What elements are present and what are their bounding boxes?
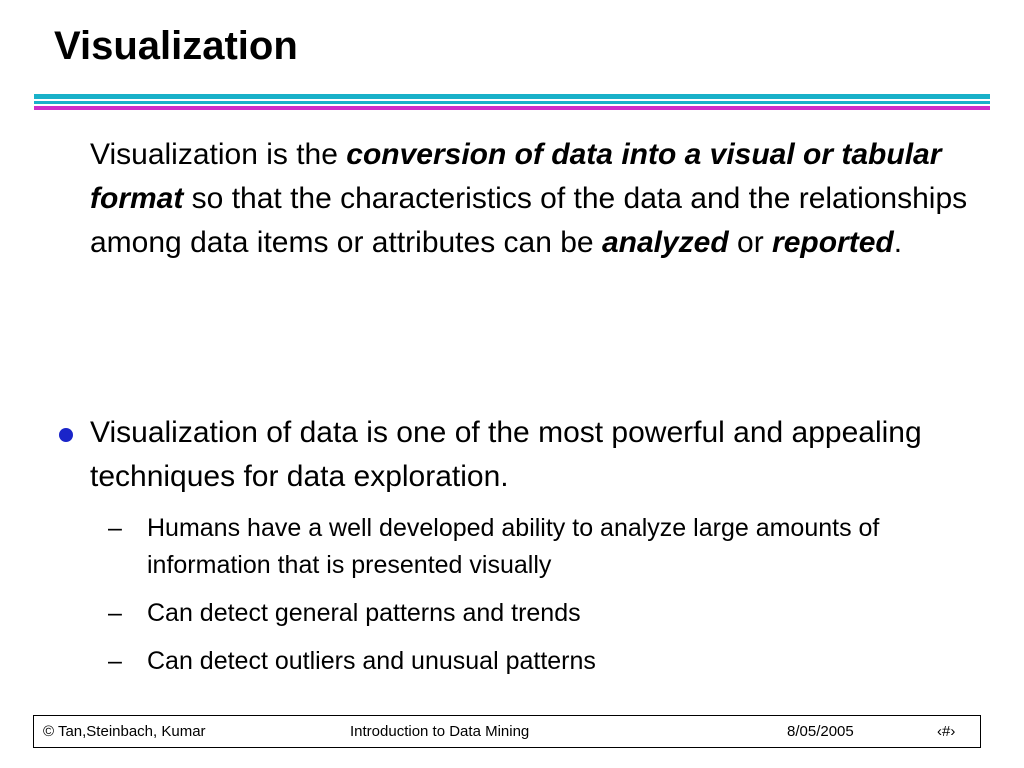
- title-rule-magenta: [34, 106, 990, 110]
- intro-paragraph: [90, 133, 990, 265]
- footer-course-title: Introduction to Data Mining: [350, 723, 530, 740]
- footer-copyright: © Tan,Steinbach, Kumar: [43, 723, 206, 740]
- dash-icon: –: [108, 647, 122, 675]
- title-rule-cyan-top: [34, 94, 990, 99]
- intro-text-2: so that the characteristics of the data and the relationships among data items or attributes can be: [90, 182, 968, 259]
- slide-footer: [33, 715, 981, 748]
- dash-icon: –: [108, 514, 122, 542]
- bullet-dot-icon: [59, 428, 73, 442]
- footer-page-number: ‹#›: [937, 723, 956, 740]
- footer-date: 8/05/2005: [787, 723, 854, 740]
- intro-emphasis-reported: reported: [772, 226, 894, 259]
- sub-bullet-text: Humans have a well developed ability to analyze large amounts of information that is presented visually: [147, 514, 880, 579]
- title-rule-cyan-bottom: [34, 101, 990, 104]
- dash-icon: –: [108, 599, 122, 627]
- intro-emphasis-conversion: conversion of data into a visual or tabular format: [90, 138, 942, 215]
- intro-emphasis-analyzed: analyzed: [601, 226, 729, 259]
- slide-title: Visualization: [54, 24, 298, 68]
- main-bullet: Visualization of data is one of the most powerful and appealing techniques for data exploration.: [90, 416, 922, 493]
- intro-text-3: or: [728, 226, 773, 259]
- intro-text-1: Visualization is the: [90, 138, 347, 171]
- sub-bullet-text: Can detect outliers and unusual patterns: [147, 647, 596, 675]
- sub-bullet-text: Can detect general patterns and trends: [147, 599, 581, 627]
- intro-text-4: .: [893, 226, 903, 259]
